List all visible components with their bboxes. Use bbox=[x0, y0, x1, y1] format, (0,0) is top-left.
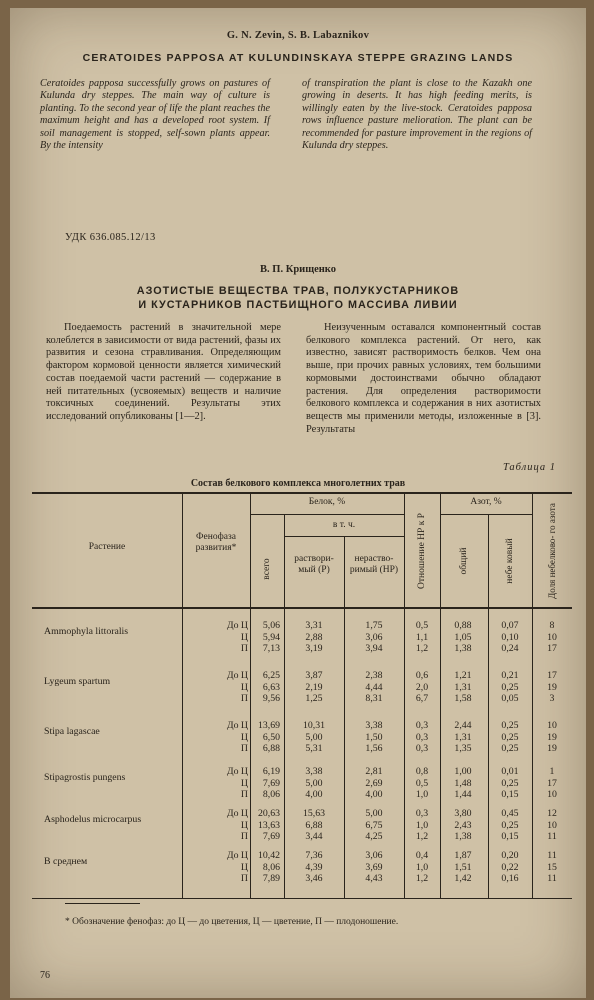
n-total-col: 1,00 1,48 1,44 bbox=[454, 766, 472, 801]
header-soluble: раствори- мый (Р) bbox=[294, 554, 334, 575]
insoluble-col: 2,81 2,69 4,00 bbox=[365, 766, 383, 801]
english-abstract-col2: of transpiration the plant is close to the Kazakh one growing in deserts. It has high feeding merits, is willingly eaten by the live-stock. Ceratoides papposa rows influence pasture melioration. The plant can be recommended for pasture improvement in the regions of Kulunda dry steppes. bbox=[302, 78, 532, 152]
n-total-col: 1,87 1,51 1,42 bbox=[454, 850, 472, 885]
header-total: всего bbox=[262, 558, 272, 580]
soluble-col: 10,31 5,00 5,31 bbox=[302, 720, 326, 755]
total-col: 5,06 5,94 7,13 bbox=[262, 620, 280, 655]
share-col: 8 10 17 bbox=[547, 620, 557, 655]
journal-page bbox=[10, 8, 586, 998]
n-total-col: 3,80 2,43 1,38 bbox=[454, 808, 472, 843]
russian-title-line2: И КУСТАРНИКОВ ПАСТБИЩНОГО МАССИВА ЛИВИИ bbox=[138, 299, 458, 311]
english-authors: G. N. Zevin, S. B. Labaznikov bbox=[226, 30, 370, 41]
english-abstract-col1: Ceratoides papposa successfully grows on pastures of Kulunda dry steppes. The main way of culture is planting. To the second year of life the plant reaches the maximum height and has a developed root system. If soil management is stopped, self-sown plants appear. By the intensity bbox=[40, 78, 270, 152]
total-col: 13,69 6,50 6,88 bbox=[257, 720, 280, 755]
n-nonprotein-col: 0,20 0,22 0,16 bbox=[501, 850, 519, 885]
phase-col: До Ц Ц П bbox=[226, 720, 248, 755]
header-n-nonprotein: небе ковый bbox=[505, 538, 515, 584]
phase-col: До Ц Ц П bbox=[226, 850, 248, 885]
header-protein: Белок, % bbox=[308, 497, 346, 507]
share-col: 10 19 19 bbox=[547, 720, 557, 755]
n-total-col: 0,88 1,05 1,38 bbox=[454, 620, 472, 655]
total-col: 6,25 6,63 9,56 bbox=[262, 670, 280, 705]
ratio-col: 0,8 0,5 1,0 bbox=[415, 766, 429, 801]
soluble-col: 3,31 2,88 3,19 bbox=[305, 620, 323, 655]
n-nonprotein-col: 0,07 0,10 0,24 bbox=[501, 620, 519, 655]
plant-name: Stipa lagascae bbox=[44, 726, 100, 737]
soluble-col: 15,63 6,88 3,44 bbox=[302, 808, 326, 843]
insoluble-col: 1,75 3,06 3,94 bbox=[365, 620, 383, 655]
russian-author: В. П. Крищенко bbox=[260, 264, 336, 275]
ratio-col: 0,3 0,3 0,3 bbox=[415, 720, 429, 755]
header-ratio: Отношение НР к Р bbox=[417, 513, 427, 589]
udk-code: УДК 636.085.12/13 bbox=[65, 232, 156, 243]
protein-table bbox=[32, 492, 572, 902]
share-col: 1 17 10 bbox=[547, 766, 557, 801]
header-share: Доля небелково- го азота bbox=[547, 503, 557, 599]
phase-col: До Ц Ц П bbox=[226, 670, 248, 705]
phase-col: До Ц Ц П bbox=[226, 808, 248, 843]
phase-col: До Ц Ц П bbox=[226, 620, 248, 655]
insoluble-col: 2,38 4,44 8,31 bbox=[365, 670, 383, 705]
soluble-col: 7,36 4,39 3,46 bbox=[305, 850, 323, 885]
n-nonprotein-col: 0,25 0,25 0,25 bbox=[501, 720, 519, 755]
insoluble-col: 3,06 3,69 4,43 bbox=[365, 850, 383, 885]
page-number: 76 bbox=[40, 970, 50, 981]
ratio-col: 0,6 2,0 6,7 bbox=[415, 670, 429, 705]
ratio-col: 0,5 1,1 1,2 bbox=[415, 620, 429, 655]
phase-col: До Ц Ц П bbox=[226, 766, 248, 801]
header-incl: в т. ч. bbox=[332, 520, 356, 530]
header-insoluble: нераство- римый (НР) bbox=[349, 554, 399, 575]
n-total-col: 2,44 1,31 1,35 bbox=[454, 720, 472, 755]
n-total-col: 1,21 1,31 1,58 bbox=[454, 670, 472, 705]
insoluble-col: 5,00 6,75 4,25 bbox=[365, 808, 383, 843]
n-nonprotein-col: 0,45 0,25 0,15 bbox=[501, 808, 519, 843]
table-caption: Состав белкового комплекса многолетних трав bbox=[190, 478, 406, 489]
soluble-col: 3,87 2,19 1,25 bbox=[305, 670, 323, 705]
footnote-divider bbox=[65, 903, 140, 904]
n-nonprotein-col: 0,01 0,25 0,15 bbox=[501, 766, 519, 801]
footnote: * Обозначение фенофаз: до Ц — до цветения, Ц — цветение, П — плодоношение. bbox=[65, 917, 399, 927]
english-title: CERATOIDES PAPPOSA AT KULUNDINSKAYA STEPPE GRAZING LANDS bbox=[82, 52, 514, 64]
header-nitrogen: Азот, % bbox=[470, 497, 502, 507]
header-plant: Растение bbox=[88, 542, 126, 552]
share-col: 12 10 11 bbox=[547, 808, 557, 843]
ratio-col: 0,4 1,0 1,2 bbox=[415, 850, 429, 885]
insoluble-col: 3,38 1,50 1,56 bbox=[365, 720, 383, 755]
soluble-col: 3,38 5,00 4,00 bbox=[305, 766, 323, 801]
table-label: Таблица 1 bbox=[502, 462, 556, 473]
plant-name: Asphodelus microcarpus bbox=[44, 814, 142, 825]
body-column-1: Поедаемость растений в значительной мере колеблется в зависимости от вида растений, фазы их развития и сезона стравливания. Определяющим фактором кормовой ценности является химический состав поедаемой части растений — содержание в ней питательных (усвояемых) веществ и наличие токсичных соединений. Результаты этих исследований опубликованы [1—2]. bbox=[46, 322, 281, 422]
share-col: 17 19 3 bbox=[547, 670, 557, 705]
header-phase: Фенофаза развития* bbox=[195, 532, 237, 553]
body-column-2: Неизученным оставался компонентный состав белкового комплекса растений. От него, как известно, зависят растворимость белков. Чем она выше, при прочих равных условиях, тем большими кормовыми достоинствами обычно обладают растения. Для определения растворимости белкового комплекса и содержания в них азотистых веществ мы применили методы, изложенные в [3]. Результаты bbox=[306, 322, 541, 435]
total-col: 6,19 7,69 8,06 bbox=[262, 766, 280, 801]
total-col: 10,42 8,06 7,89 bbox=[257, 850, 280, 885]
total-col: 20,63 13,63 7,69 bbox=[257, 808, 280, 843]
plant-name: Ammophyla littoralis bbox=[44, 626, 129, 637]
ratio-col: 0,3 1,0 1,2 bbox=[415, 808, 429, 843]
russian-title-line1: АЗОТИСТЫЕ ВЕЩЕСТВА ТРАВ, ПОЛУКУСТАРНИКОВ bbox=[136, 285, 460, 297]
header-n-total: общий bbox=[459, 547, 469, 575]
share-col: 11 15 11 bbox=[547, 850, 557, 885]
plant-name: Stipagrostis pungens bbox=[44, 772, 126, 783]
russian-title bbox=[10, 284, 586, 312]
plant-name: В среднем bbox=[44, 856, 88, 867]
plant-name: Lygeum spartum bbox=[44, 676, 111, 687]
n-nonprotein-col: 0,21 0,25 0,05 bbox=[501, 670, 519, 705]
